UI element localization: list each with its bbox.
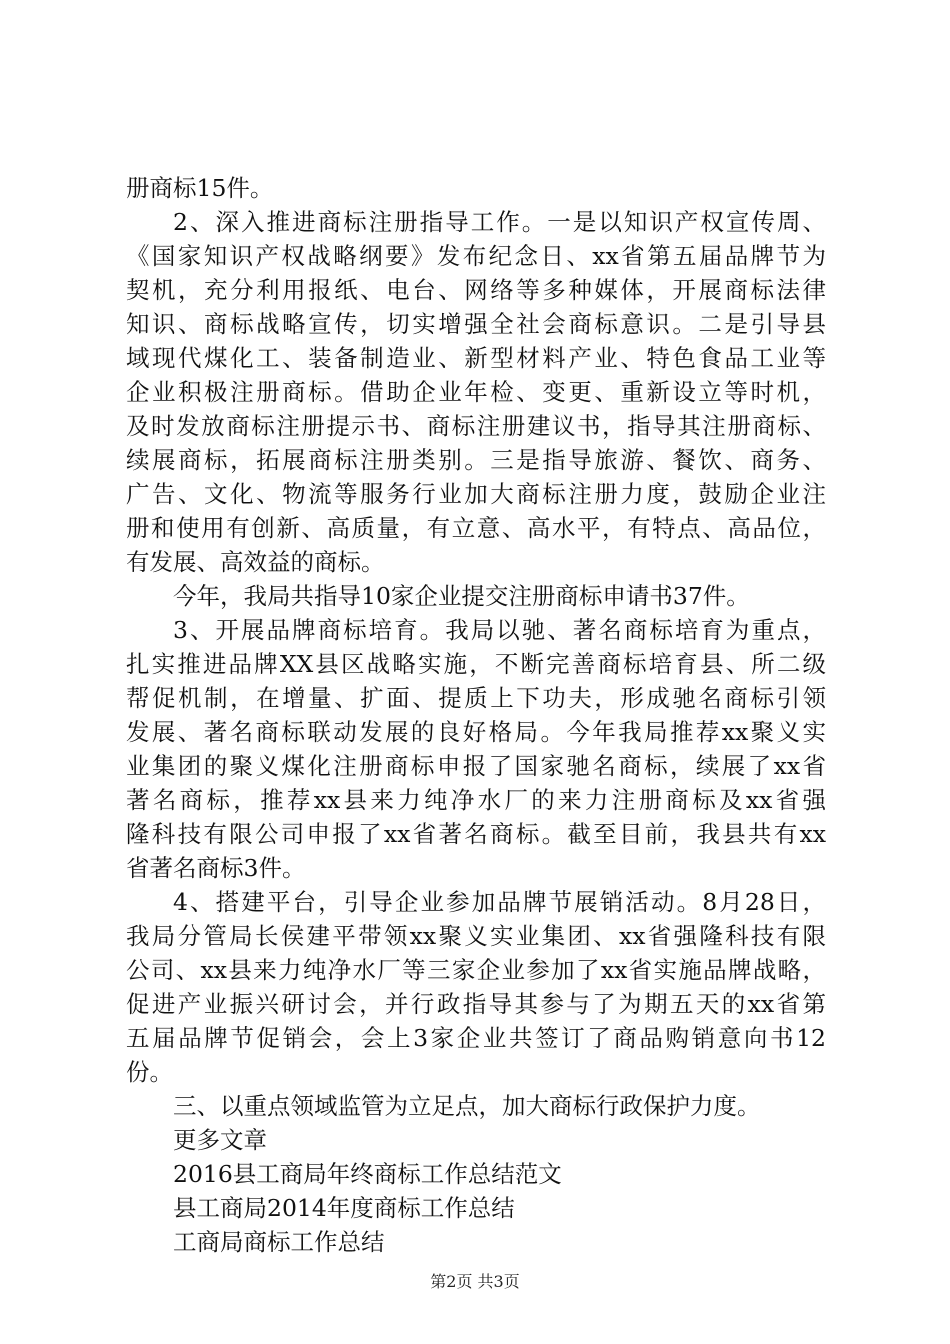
page-number: 第2页 共3页 xyxy=(430,1272,520,1291)
text-line: 促进产业振兴研讨会，并行政指导其参与了为期五天的xx省第 xyxy=(126,990,826,1018)
text-line: 知识、商标战略宣传，切实增强全社会商标意识。二是引导县 xyxy=(126,310,826,338)
paragraph-lines xyxy=(126,171,826,1157)
text-line: 及时发放商标注册提示书、商标注册建议书，指导其注册商标、 xyxy=(126,412,826,440)
page-footer xyxy=(0,1272,950,1292)
text-line: 域现代煤化工、装备制造业、新型材料产业、特色食品工业等 xyxy=(126,344,826,372)
text-line: 有发展、高效益的商标。 xyxy=(126,548,385,576)
text-line: 契机，充分利用报纸、电台、网络等多种媒体，开展商标法律 xyxy=(126,276,826,304)
text-line: 册和使用有创新、高质量，有立意、高水平，有特点、高品位， xyxy=(126,514,826,542)
text-line: 广告、文化、物流等服务行业加大商标注册力度，鼓励企业注 xyxy=(126,480,826,508)
text-line: 帮促机制，在增量、扩面、提质上下功夫，形成驰名商标引领 xyxy=(126,684,826,712)
text-line: 扎实推进品牌XX县区战略实施，不断完善商标培育县、所二级 xyxy=(126,650,826,678)
text-line: 发展、著名商标联动发展的良好格局。今年我局推荐xx聚义实 xyxy=(126,718,826,746)
document-body xyxy=(126,171,826,1259)
text-line: 省著名商标3件。 xyxy=(126,854,306,882)
text-line: 册商标15件。 xyxy=(126,174,274,202)
text-line: 业集团的聚义煤化注册商标申报了国家驰名商标，续展了xx省 xyxy=(126,752,826,780)
text-line: 更多文章 xyxy=(173,1126,267,1154)
text-line: 2、深入推进商标注册指导工作。一是以知识产权宣传周、 xyxy=(173,208,826,236)
text-line: 公司、xx县来力纯净水厂等三家企业参加了xx省实施品牌战略， xyxy=(126,956,826,984)
text-line: 续展商标，拓展商标注册类别。三是指导旅游、餐饮、商务、 xyxy=(126,446,826,474)
text-line: 4、搭建平台，引导企业参加品牌节展销活动。8月28日， xyxy=(173,888,826,916)
more-article-link[interactable]: 2016县工商局年终商标工作总结范文 xyxy=(173,1160,562,1188)
text-line: 3、开展品牌商标培育。我局以驰、著名商标培育为重点， xyxy=(173,616,826,644)
more-articles-list xyxy=(126,1157,826,1259)
text-line: 份。 xyxy=(126,1058,173,1086)
text-line: 隆科技有限公司申报了xx省著名商标。截至目前，我县共有xx xyxy=(126,820,826,848)
text-line: 三、以重点领域监管为立足点，加大商标行政保护力度。 xyxy=(173,1092,761,1120)
text-line: 著名商标，推荐xx县来力纯净水厂的来力注册商标及xx省强 xyxy=(126,786,826,814)
text-line: 我局分管局长侯建平带领xx聚义实业集团、xx省强隆科技有限 xyxy=(126,922,826,950)
more-article-link[interactable]: 县工商局2014年度商标工作总结 xyxy=(173,1194,515,1222)
more-article-link[interactable]: 工商局商标工作总结 xyxy=(173,1228,385,1256)
text-line: 企业积极注册商标。借助企业年检、变更、重新设立等时机， xyxy=(126,378,826,406)
text-line: 《国家知识产权战略纲要》发布纪念日、xx省第五届品牌节为 xyxy=(126,242,826,270)
text-line: 今年，我局共指导10家企业提交注册商标申请书37件。 xyxy=(173,582,750,610)
text-line: 五届品牌节促销会，会上3家企业共签订了商品购销意向书12 xyxy=(126,1024,826,1052)
